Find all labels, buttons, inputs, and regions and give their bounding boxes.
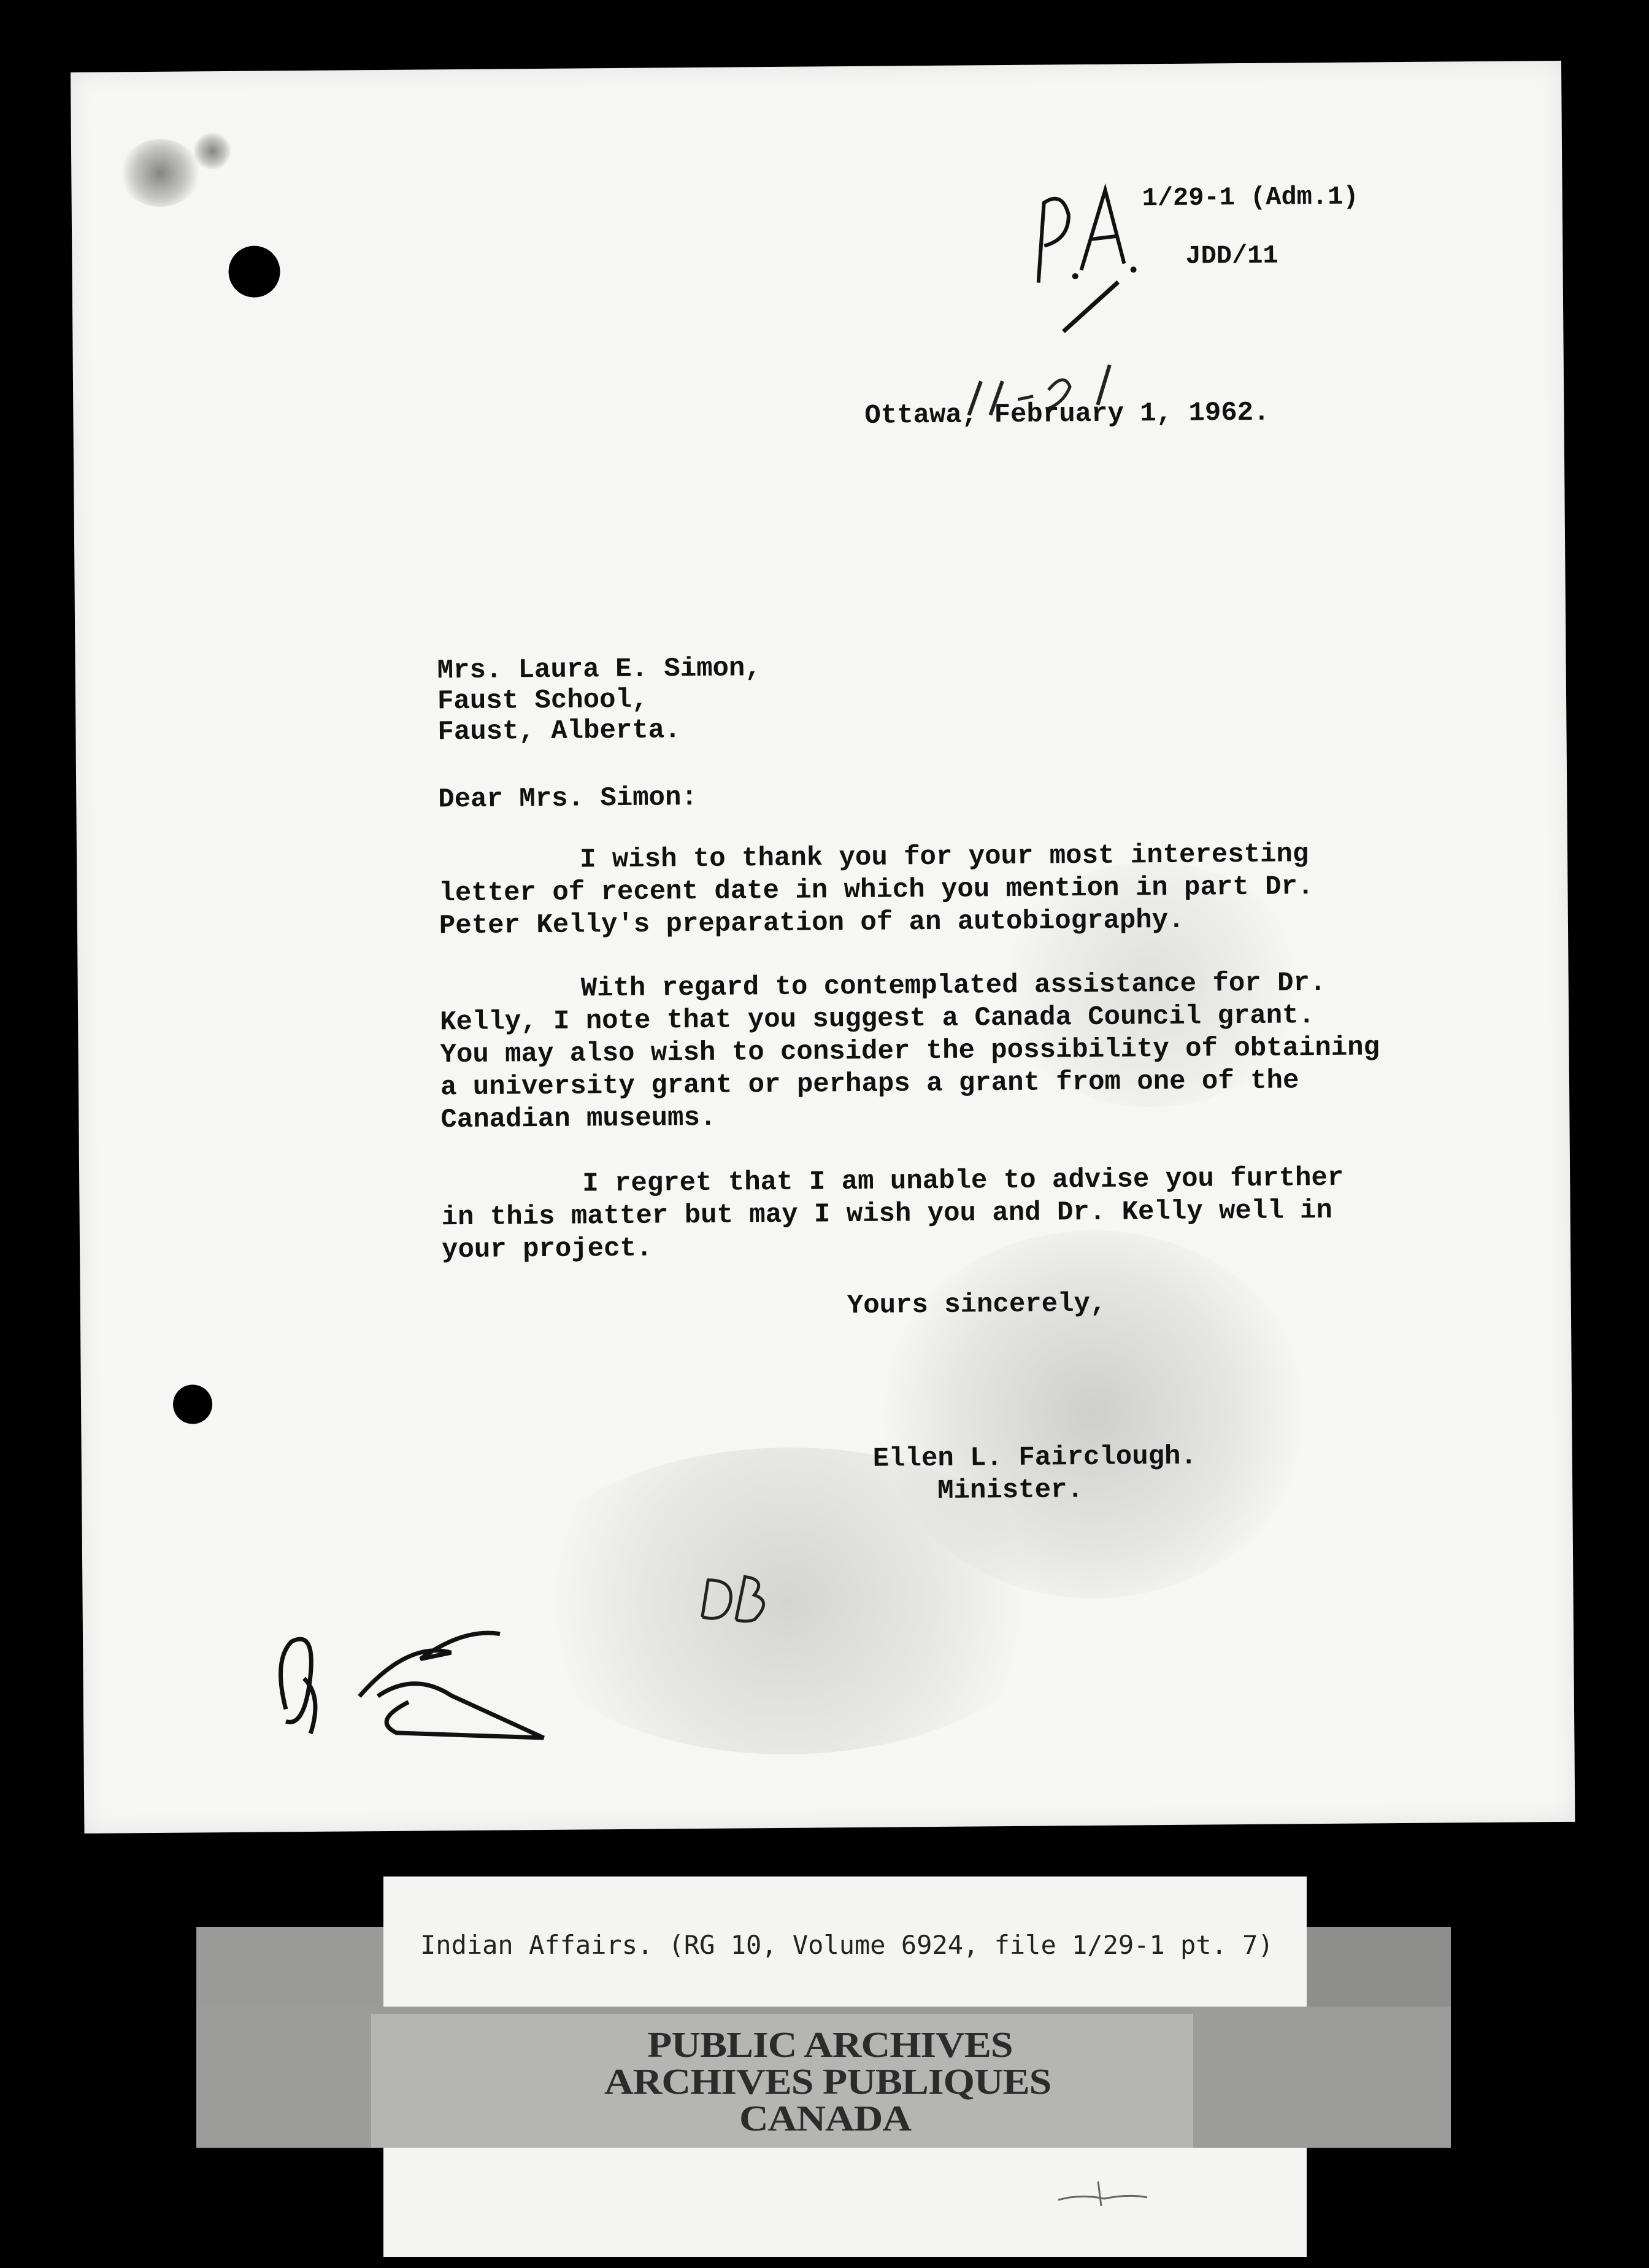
recipient-place: Faust, Alberta. <box>437 715 681 748</box>
paragraph-2-line-5: Canadian museums. <box>440 1102 717 1136</box>
paragraph-3-line-3: your project. <box>441 1233 653 1266</box>
archive-reference: Indian Affairs. (RG 10, Volume 6924, file 1/29-1 pt. 7) <box>420 1930 1274 1960</box>
handwritten-db-initials <box>693 1567 779 1635</box>
ink-stain <box>120 139 201 207</box>
file-reference: 1/29-1 (Adm.1) <box>1142 182 1359 214</box>
paragraph-1-line-2: letter of recent date in which you mention in part Dr. <box>439 871 1314 909</box>
date-line: Ottawa, February 1, 1962. <box>864 397 1270 431</box>
recipient-name: Mrs. Laura E. Simon, <box>437 653 761 687</box>
paragraph-2-line-1: With regard to contemplated assistance for Dr. <box>580 967 1326 1005</box>
paragraph-2-line-2: Kelly, I note that you suggest a Canada Council grant. <box>439 1000 1315 1038</box>
label-pencil-marks <box>1055 2175 1153 2212</box>
letter-page <box>71 61 1575 1834</box>
handwritten-pa-note <box>1025 177 1161 338</box>
stamp-line-1: PUBLIC ARCHIVES <box>647 2024 1013 2066</box>
initials-reference: JDD/11 <box>1185 241 1278 271</box>
punch-hole <box>228 245 280 298</box>
paragraph-2-line-4: a university grant or perhaps a grant from one of the <box>440 1065 1299 1103</box>
handwritten-initials-scrawl <box>267 1603 563 1753</box>
stamp-line-3: CANADA <box>739 2098 911 2139</box>
paragraph-3-line-2: in this matter but may I wish you and Dr. Kelly well in <box>441 1195 1333 1233</box>
paragraph-3-line-1: I regret that I am unable to advise you further <box>582 1162 1344 1200</box>
signer-title: Minister. <box>937 1475 1084 1506</box>
punch-hole <box>173 1384 213 1424</box>
closing: Yours sincerely, <box>847 1288 1107 1322</box>
stamp-line-2: ARCHIVES PUBLIQUES <box>604 2061 1051 2102</box>
signer-name: Ellen L. Fairclough. <box>872 1441 1197 1475</box>
paragraph-1-line-1: I wish to thank you for your most interesting <box>579 839 1309 876</box>
salutation: Dear Mrs. Simon: <box>438 782 698 816</box>
paragraph-2-line-3: You may also wish to consider the possibility of obtaining <box>440 1032 1380 1071</box>
paragraph-1-line-3: Peter Kelly's preparation of an autobiography. <box>439 904 1185 942</box>
ink-stain <box>194 133 231 169</box>
recipient-org: Faust School, <box>437 684 648 717</box>
